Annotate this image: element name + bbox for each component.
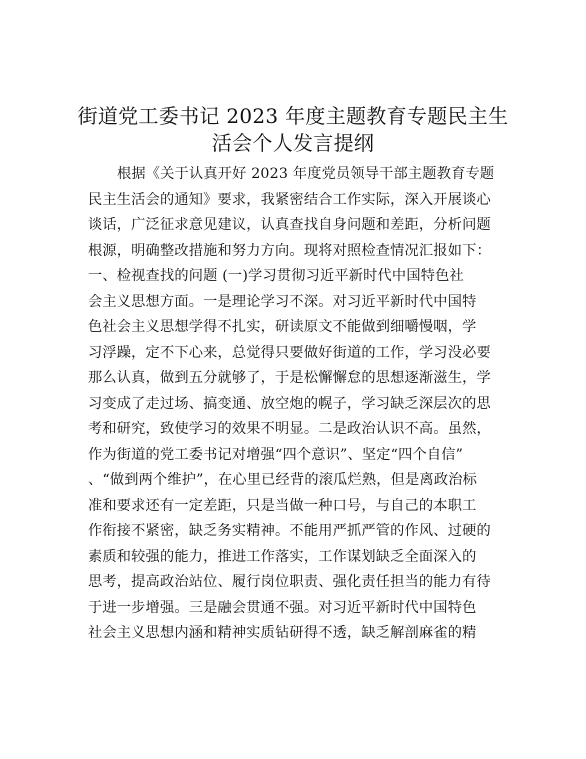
body-line: 民主生活会的通知》要求，我紧密结合工作实际，深入开展谈心: [88, 191, 491, 208]
body-line: 作衔接不紧密，缺乏务实精神。不能用严抓严管的作风、过硬的: [88, 523, 491, 539]
body-line: 会主义思想方面。一是理论学习不深。对习近平新时代中国特: [88, 293, 477, 310]
body-line: 素质和较强的能力，推进工作落实，工作谋划缺乏全面深入的: [88, 548, 477, 565]
document-title-line-2: 活会个人发言提纲: [211, 131, 375, 155]
body-line: 习浮躁，定不下心来，总觉得只要做好街道的工作，学习没必要: [88, 344, 491, 361]
body-line: 习变成了走过场、搞变通、放空炮的幌子，学习缺乏深层次的思: [88, 395, 491, 412]
body-line: 一、检视查找的问题 (一)学习贯彻习近平新时代中国特色社: [88, 268, 464, 284]
document-title-line-1: 街道党工委书记 2023 年度主题教育专题民主生: [77, 104, 509, 128]
body-line: 、“做到两个维护”，在心里已经背的滚瓜烂熟，但是离政治标: [88, 472, 477, 488]
body-line: 作为街道的党工委书记对增强“四个意识”、坚定“四个自信”: [88, 446, 464, 463]
body-line: 根据《关于认真开好 2023 年度党员领导干部主题教育专题: [117, 166, 495, 182]
document-body: [88, 162, 508, 647]
body-line: 于进一步增强。三是融会贯通不强。对习近平新时代中国特色: [88, 599, 477, 616]
body-line: 社会主义思想内涵和精神实质钻研得不透，缺乏解剖麻雀的精: [88, 625, 477, 641]
body-line: 色社会主义思想学得不扎实，研读原文不能做到细嚼慢咽，学: [88, 319, 477, 335]
body-line: 那么认真，做到五分就够了，于是松懈懈怠的思想逐渐滋生，学: [88, 370, 491, 386]
body-line: 准和要求还有一定差距，只是当做一种口号，与自己的本职工: [88, 497, 477, 514]
body-line: 考和研究，致使学习的效果不明显。二是政治认识不高。虽然，: [88, 421, 491, 437]
body-line: 思考，提高政治站位、履行岗位职责、强化责任担当的能力有待: [88, 574, 491, 590]
body-line: 谈话，广泛征求意见建议，认真查找自身问题和差距，分析问题: [88, 217, 491, 233]
body-line: 根源，明确整改措施和努力方向。现将对照检查情况汇报如下：: [88, 242, 491, 259]
